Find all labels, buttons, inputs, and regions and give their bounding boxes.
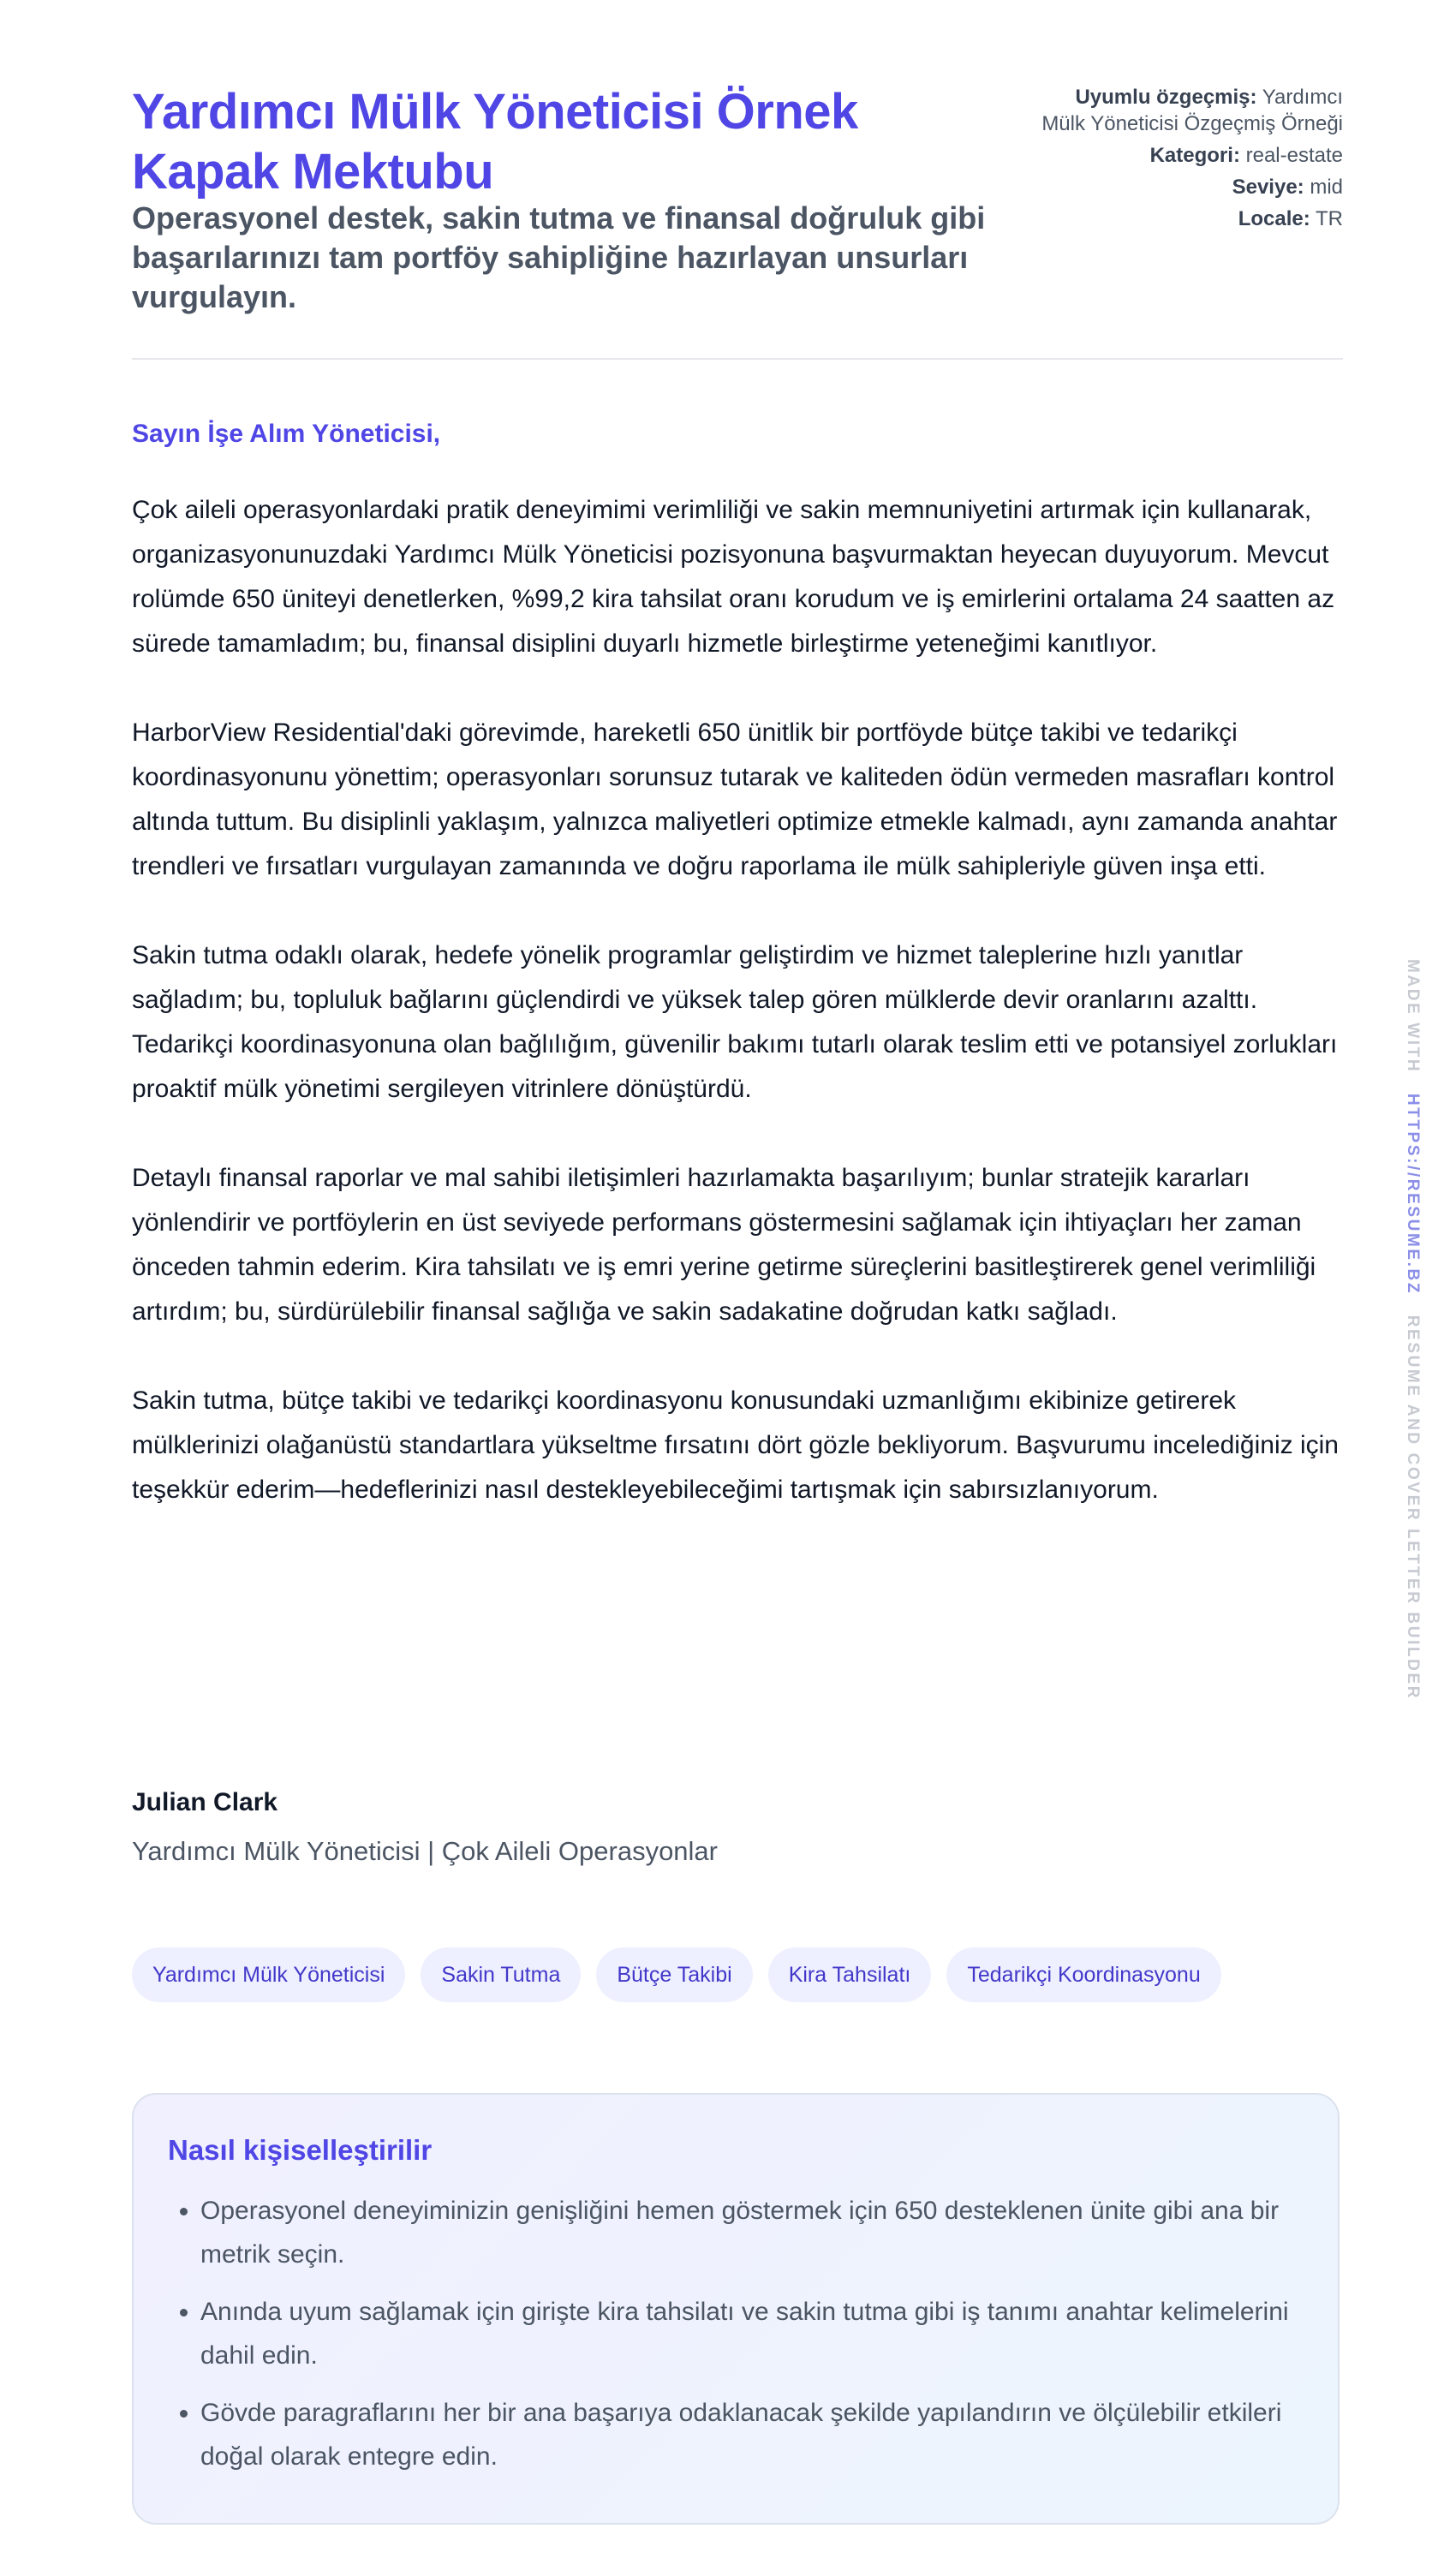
tag-chip[interactable]: Sakin Tutma <box>421 1947 581 2002</box>
meta-resume <box>1035 84 1343 137</box>
tag-list <box>132 1947 1221 2002</box>
tag-chip[interactable]: Kira Tahsilatı <box>768 1947 932 2002</box>
signer-role: Yardımcı Mülk Yöneticisi | Çok Aileli Operasyonlar <box>132 1836 718 1866</box>
meta-locale <box>1035 206 1343 232</box>
meta-category-label: Kategori: <box>1149 144 1240 167</box>
made-with-watermark <box>1398 959 1427 1701</box>
meta-level <box>1035 174 1343 200</box>
letter-paragraph: Çok aileli operasyonlardaki pratik deneyimimi verimliliği ve sakin memnuniyetini artırmak için kullanarak, organizasyonunuzdaki Yardımcı Mülk Yöneticisi pozisyonuna başvurmaktan heyecan duyuyorum. Mevcut rolümde 650 üniteyi denetlerken, %99,2 kira tahsilat oranı korudum ve iş emirlerini ortalama 24 saatten az sürede tamamladım; bu, finansal disiplini duyarlı hizmetle birleştirme yeteneğimi kanıtlıyor. <box>132 496 1335 658</box>
tip-item: • Operasyonel deneyiminizin genişliğini hemen göstermek için 650 desteklenen ünite gibi ana bir metrik seçin. <box>200 2189 1304 2276</box>
meta-level-label: Seviye: <box>1232 176 1304 199</box>
tag-chip[interactable]: Bütçe Takibi <box>596 1947 752 2002</box>
meta-resume-label: Uyumlu özgeçmiş: <box>1075 86 1257 109</box>
meta-locale-value: TR <box>1316 207 1343 230</box>
personalization-tips <box>132 2093 1340 2525</box>
letter-greeting: Sayın İşe Alım Yöneticisi, <box>132 420 441 448</box>
page-title: Yardımcı Mülk Yöneticisi Örnek Kapak Mektubu <box>132 84 858 200</box>
signer-name: Julian Clark <box>132 1788 278 1816</box>
meta-level-value: mid <box>1310 176 1343 199</box>
page-header <box>132 0 1343 360</box>
tip-item: • Anında uyum sağlamak için girişte kira tahsilatı ve sakin tutma gibi iş tanımı anahtar kelimelerini dahil edin. <box>200 2290 1304 2377</box>
tag-chip[interactable]: Tedarikçi Koordinasyonu <box>946 1947 1220 2002</box>
watermark-link[interactable]: HTTPS://RESUME.BZ <box>1404 1093 1422 1296</box>
meta-category <box>1035 142 1343 169</box>
tag-chip[interactable]: Yardımcı Mülk Yöneticisi <box>132 1947 405 2002</box>
letter-paragraph: Sakin tutma odaklı olarak, hedefe yönelik programlar geliştirdim ve hizmet taleplerine hızlı yanıtlar sağladım; bu, topluluk bağlarını güçlendirdi ve yüksek talep gören mülklerde devir oranlarını azalttı. Tedarikçi koordinasyonuna olan bağlılığım, güvenilir bakımı tutarlı olarak teslim etti ve potansiyel zorlukları proaktif mülk yönetimi sergileyen vitrinlere dönüştürdü. <box>132 941 1338 1103</box>
watermark-text <box>1403 959 1422 1700</box>
page-subtitle: Operasyonel destek, sakin tutma ve finansal doğruluk gibi başarılarınızı tam portföy sahipliğine hazırlayan unsurları vurgulayın. <box>132 200 986 314</box>
tip-item: • Gövde paragraflarını her bir ana başarıya odaklanacak şekilde yapılandırın ve ölçülebilir etkileri doğal olarak entegre edin. <box>200 2391 1304 2478</box>
meta-locale-label: Locale: <box>1238 207 1310 230</box>
header-divider <box>132 358 1343 360</box>
watermark-prefix: MADE WITH <box>1404 959 1422 1074</box>
letter-paragraph: Sakin tutma, bütçe takibi ve tedarikçi koordinasyonu konusundaki uzmanlığımı ekibinize getirerek mülklerinizi olağanüstü standartlara yükseltme fırsatını dört gözle bekliyorum. Başvurumu incelediğiniz için teşekkür ederim—hedeflerinizi nasıl destekleyebileceğimi tartışmak için sabırsızlanıyorum. <box>132 1386 1339 1504</box>
tips-list <box>168 2189 1304 2478</box>
watermark-suffix: RESUME AND COVER LETTER BUILDER <box>1404 1315 1422 1701</box>
meta-category-value: real-estate <box>1245 144 1343 167</box>
tips-title: Nasıl kişiselleştirilir <box>168 2134 433 2166</box>
letter-signature <box>132 1788 718 1867</box>
letter-paragraph: Detaylı finansal raporlar ve mal sahibi iletişimleri hazırlamakta başarılıyım; bunlar stratejik kararları yönlendirir ve portföylerin en üst seviyede performans göstermesini sağlamak için ihtiyaçları her zaman önceden tahmin ederim. Kira tahsilatı ve iş emri yerine getirme süreçlerini basitleştirerek genel verimliliği artırdım; bu, sürdürülebilir finansal sağlığa ve sakin sadakatine doğrudan katkı sağladı. <box>132 1164 1316 1326</box>
meta-panel <box>1035 84 1343 237</box>
cover-letter-page <box>132 0 1343 2471</box>
letter-paragraph: HarborView Residential'daki görevimde, hareketli 650 ünitlik bir portföyde bütçe takibi ve tedarikçi koordinasyonunu yönettim; operasyonları sorunsuz tutarak ve kaliteden ödün vermeden masrafları kontrol altında tuttum. Bu disiplinli yaklaşım, yalnızca maliyetleri optimize etmekle kalmadı, aynı zamanda anahtar trendleri ve fırsatları vurgulayan zamanında ve doğru raporlama ile mülk sahipleriyle güven inşa etti. <box>132 719 1338 880</box>
letter-body <box>132 488 1348 1557</box>
meta-resume-value[interactable]: Yardımcı Mülk Yöneticisi Özgeçmiş Örneği <box>1041 86 1343 135</box>
